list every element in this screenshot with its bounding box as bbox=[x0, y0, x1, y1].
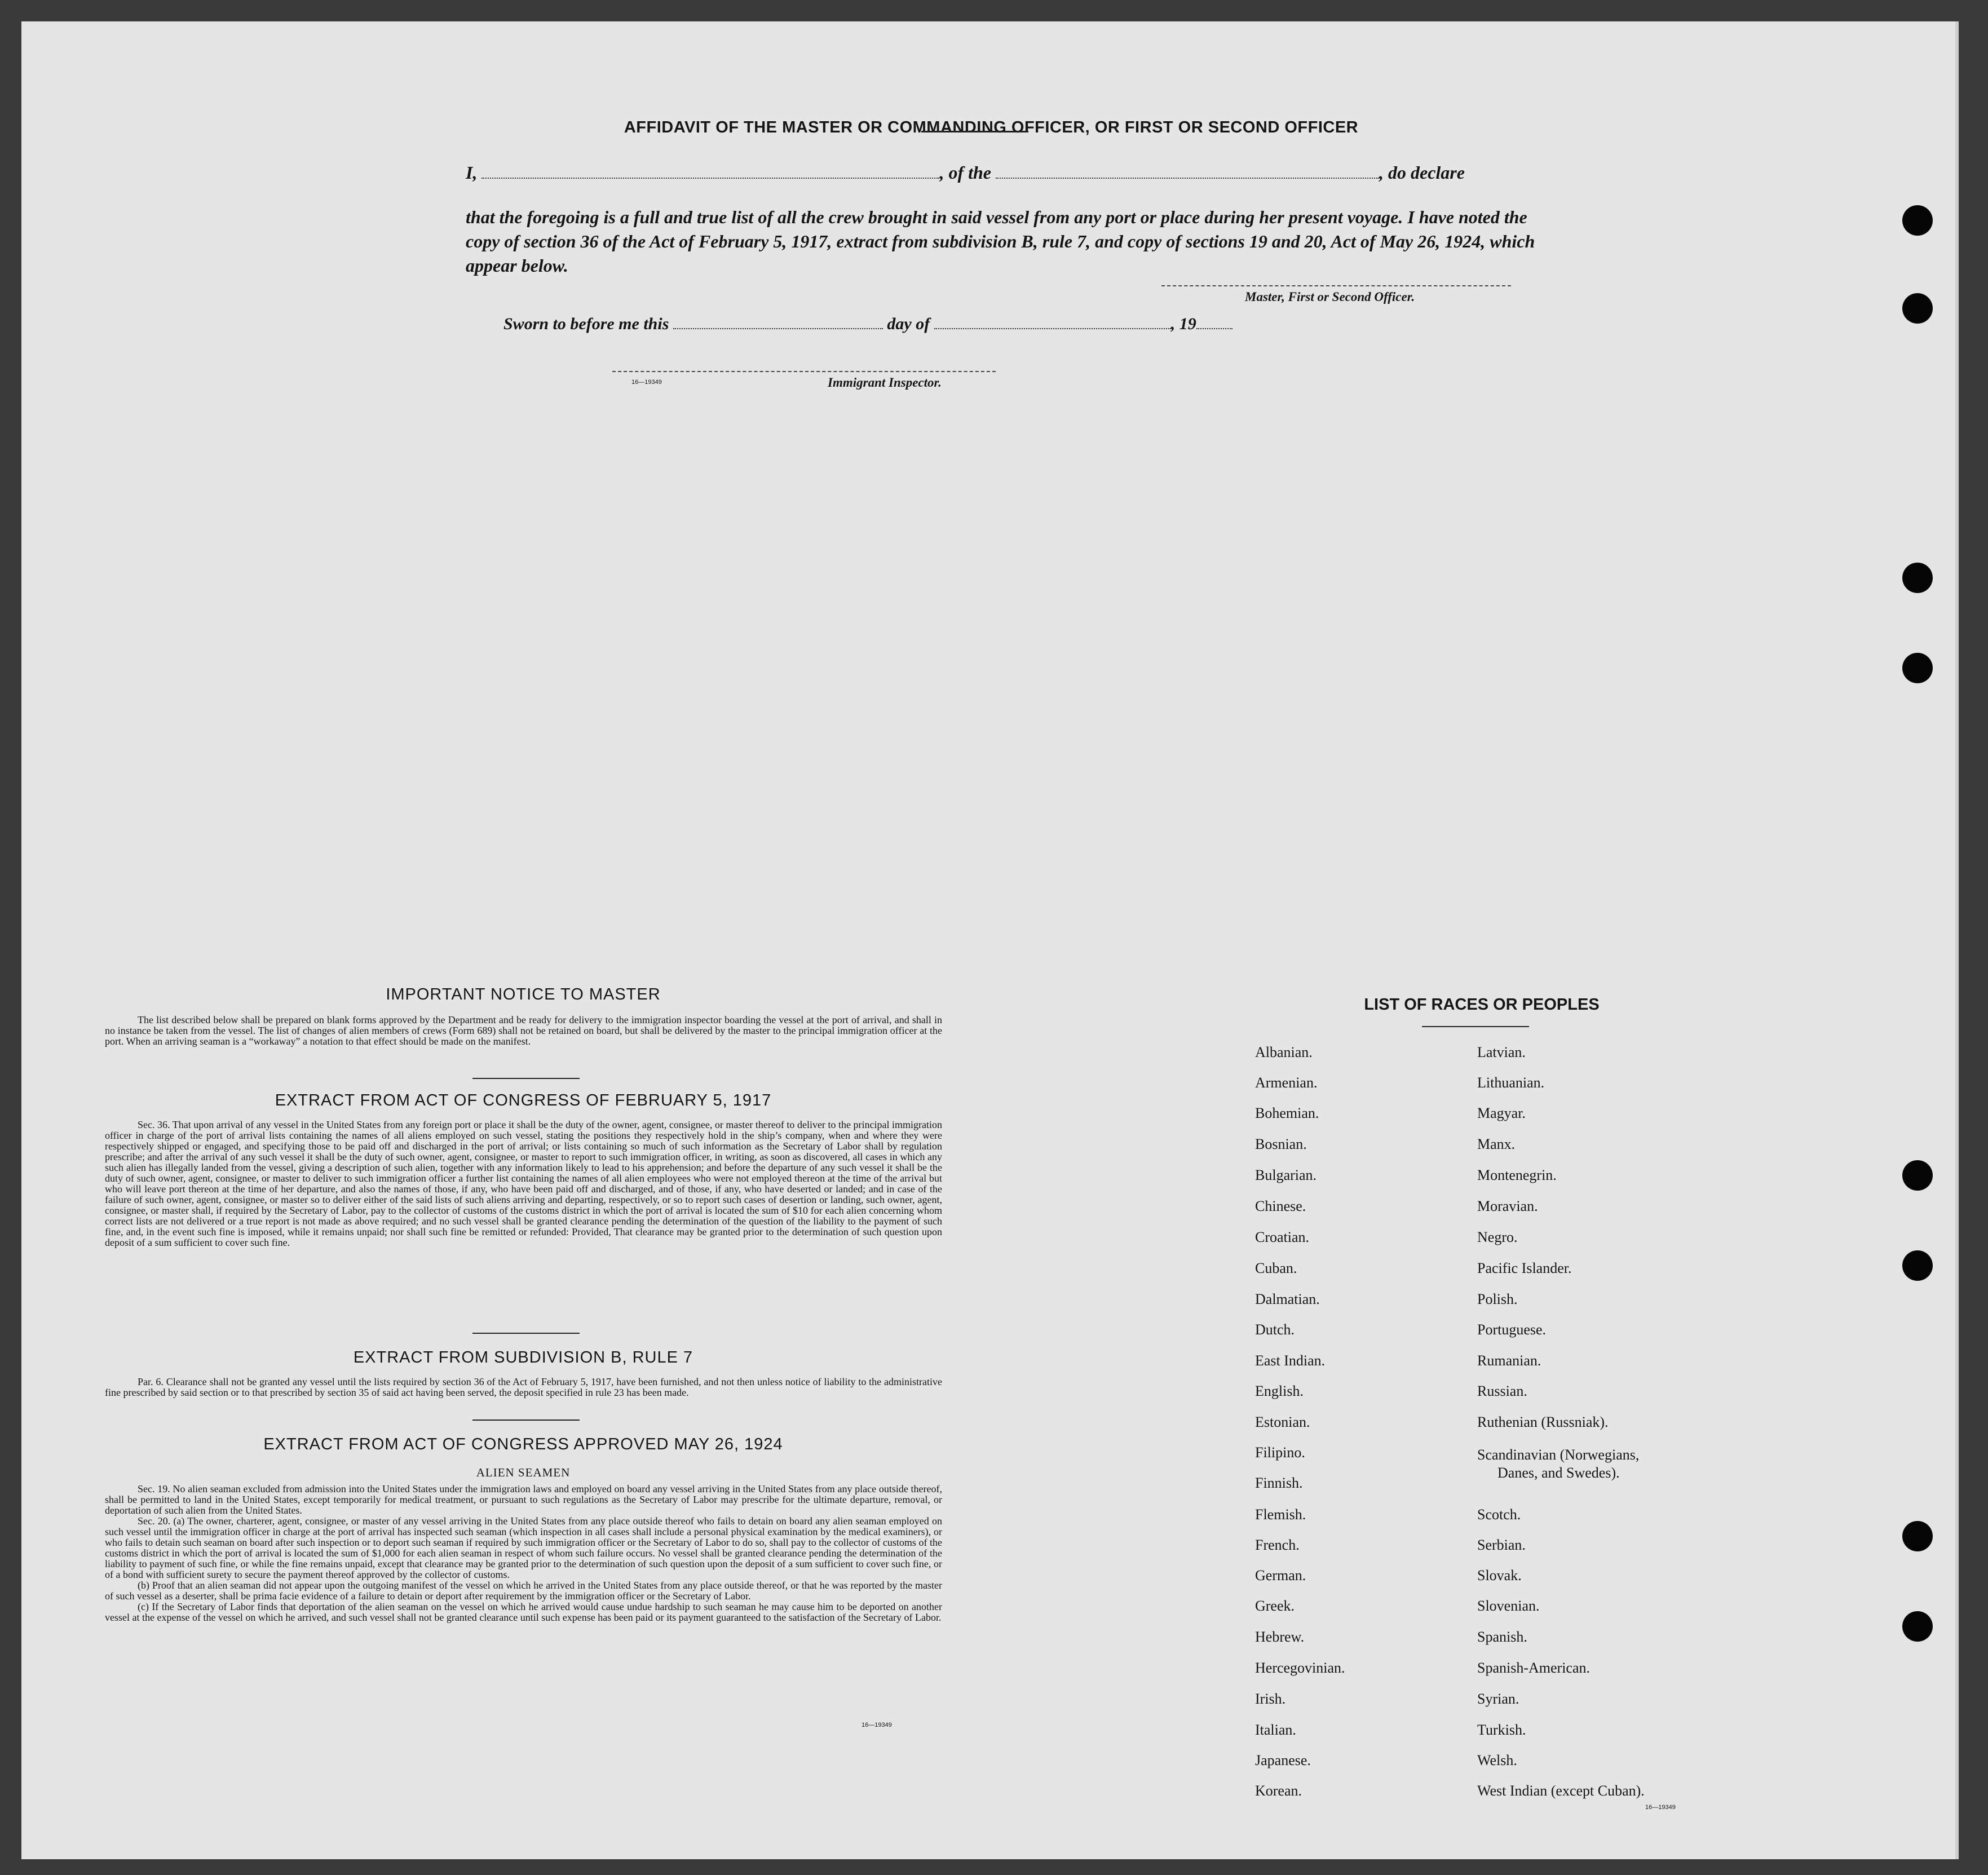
race-item: Syrian. bbox=[1477, 1691, 1519, 1707]
race-item: Croatian. bbox=[1255, 1229, 1310, 1245]
extract-rule7-text: Par. 6. Clearance shall not be granted any vessel until the lists required by section 36 of the Act of February 5, 1917, have been furnished, and not then unless notice of liability to the administrative fine prescribed by said section or to that prescribed by section 35 of said act having been served, the deposit specified in rule 23 has been made. bbox=[105, 1376, 942, 1398]
race-item: Russian. bbox=[1477, 1383, 1527, 1399]
section-19-text: Sec. 19. No alien seaman excluded from admission into the United States under the immigration laws and employed on board any vessel arriving in the United States from any place outside thereof, shall be permitted to land in the United States, except temporarily for medical treatment, or pursuant to such regulations as the Secretary of Labor may prescribe for the ultimate departure, removal, or deportation of such alien from the United States. bbox=[105, 1483, 942, 1516]
race-item: Bulgarian. bbox=[1255, 1167, 1317, 1183]
title-divider bbox=[921, 131, 1028, 132]
sworn-day-label: day of bbox=[887, 315, 930, 333]
race-item: Armenian. bbox=[1255, 1074, 1318, 1091]
race-item: East Indian. bbox=[1255, 1352, 1326, 1369]
races-form-number: 16—19349 bbox=[1645, 1804, 1676, 1811]
declare-label: , do declare bbox=[1379, 162, 1465, 183]
race-item: Spanish-American. bbox=[1477, 1660, 1591, 1676]
declarant-prefix: I, bbox=[466, 162, 478, 183]
punch-hole bbox=[1902, 205, 1933, 236]
races-title: LIST OF RACES OR PEOPLES bbox=[1364, 996, 1600, 1014]
race-item: German. bbox=[1255, 1567, 1306, 1584]
section-20a-text: Sec. 20. (a) The owner, charterer, agent, consignee, or master of any vessel arriving in the United States from any place outside thereof who fails to detain on board any alien seaman employed on such vessel until the immigration officer in charge at the port of arrival has inspected such seaman (which inspection in all cases shall include a personal physical examination by the medical examiners), or who fails to detain such seaman on board after such inspection or to deport such seaman if required by such immigration officer or the Secretary of Labor to do so, shall pay to the collector of customs of the customs district in which the port of arrival is located the sum of $1,000 for each alien seaman in respect of whom such failure occurs. No vessel shall be granted clearance pending the determination of the liability to payment of such fine, or while the fine remains unpaid, except that clearance may be granted prior to the determination of such question upon the deposit of a sum sufficient to cover such fine, or of a bond with sufficient surety to secure the payment thereof approved by the collector of customs. bbox=[105, 1515, 942, 1580]
race-item: Finnish. bbox=[1255, 1475, 1303, 1491]
master-signature-label: Master, First or Second Officer. bbox=[1245, 290, 1415, 304]
punch-hole bbox=[1902, 293, 1933, 324]
race-item: Serbian. bbox=[1477, 1537, 1526, 1553]
race-item: Latvian. bbox=[1477, 1044, 1526, 1060]
section-divider bbox=[472, 1419, 580, 1421]
sworn-year-blank[interactable] bbox=[1196, 315, 1232, 329]
race-item: Ruthenian (Russniak). bbox=[1477, 1414, 1609, 1430]
sworn-line bbox=[503, 315, 1232, 334]
extract-form-number: 16—19349 bbox=[862, 1722, 892, 1728]
race-item: Cuban. bbox=[1255, 1260, 1297, 1276]
race-item: Moravian. bbox=[1477, 1198, 1538, 1214]
races-title-divider bbox=[1422, 1026, 1529, 1027]
race-item: French. bbox=[1255, 1537, 1300, 1553]
race-item: Danes, and Swedes). bbox=[1497, 1465, 1620, 1481]
race-item: Manx. bbox=[1477, 1136, 1516, 1152]
race-item: Montenegrin. bbox=[1477, 1167, 1557, 1183]
race-item: West Indian (except Cuban). bbox=[1477, 1783, 1645, 1799]
section-20b-text: (b) Proof that an alien seaman did not appear upon the outgoing manifest of the vessel on which he arrived in the United States from any place outside thereof, or that he was reported by the master of such vessel as a deserter, shall be prima facie evidence of a failure to detain or deport after requirement by the immigration officer or the Secretary of Labor. bbox=[105, 1580, 942, 1602]
extract-rule7-title: EXTRACT FROM SUBDIVISION B, RULE 7 bbox=[353, 1348, 693, 1367]
race-item: Irish. bbox=[1255, 1691, 1286, 1707]
sworn-prefix: Sworn to before me this bbox=[503, 315, 669, 333]
sworn-month-blank[interactable] bbox=[934, 315, 1171, 329]
extract-1917-text: Sec. 36. That upon arrival of any vessel in the United States from any foreign port or place it shall be the duty of the owner, agent, consignee, or master thereof to deliver to the principal immigration officer in charge of the port of arrival lists containing the names of all aliens employed on such vessel, stating the positions they respectively hold in the ship’s company, when and where they were respectively shipped or engaged, and specifying those to be paid off and discharged in the port of arrival; or lists containing so much of such information as the Secretary of Labor shall by regulation prescribe; and after the arrival of any such vessel it shall be the duty of such owner, agent, consignee, or master to report to such immigration officer, in writing, as soon as discovered, all cases in which any such alien has illegally landed from the vessel, giving a description of such alien, together with any information likely to lead to his apprehension; and before the departure of any such vessel it shall be the duty of such owner, agent, consignee, or master to deliver to such immigration officer a further list containing the names of all alien employees who were not employed thereon at the time of the arrival but who will leave port thereon at the time of her departure, and also the names of those, if any, who have been paid off and discharged, and of those, if any, who have deserted or landed; and in case of the failure of such owner, agent, consignee, or master so to deliver either of the said lists of such aliens arriving and departing, respectively, or so to report such cases of desertion or landing, such owner, agent, consignee, or master shall, if required by the Secretary of Labor, pay to the collector of customs of the customs district in which the port of arrival is located the sum of $10 for each alien concerning whom correct lists are not delivered or a true report is not made as above required; and no such vessel shall be granted clearance pending the determination of the question of the liability to the payment of such fine, and, in the event such fine is imposed, while it remains unpaid; nor shall such fine be remitted or refunded: Provided, That clearance may be granted prior to the determination of such question upon deposit of a sum sufficient to cover such fine. bbox=[105, 1119, 942, 1248]
affidavit-title: AFFIDAVIT OF THE MASTER OR COMMANDING OFFICER, OR FIRST OR SECOND OFFICER bbox=[624, 118, 1359, 136]
inspector-signature-label: Immigrant Inspector. bbox=[828, 375, 942, 390]
punch-hole bbox=[1902, 1611, 1933, 1642]
race-item: Pacific Islander. bbox=[1477, 1260, 1572, 1276]
race-item: English. bbox=[1255, 1383, 1304, 1399]
notice-title: IMPORTANT NOTICE TO MASTER bbox=[386, 985, 661, 1003]
race-item: Korean. bbox=[1255, 1783, 1302, 1799]
affidavit-declaration-line bbox=[466, 162, 1465, 183]
declarant-name-blank[interactable] bbox=[481, 164, 939, 179]
race-item: Magyar. bbox=[1477, 1105, 1526, 1121]
race-item: Greek. bbox=[1255, 1598, 1295, 1614]
race-item: Hercegovinian. bbox=[1255, 1660, 1345, 1676]
affidavit-form-number: 16—19349 bbox=[631, 379, 662, 386]
race-item: Scotch. bbox=[1477, 1506, 1521, 1523]
punch-hole bbox=[1902, 653, 1933, 683]
sworn-day-blank[interactable] bbox=[673, 315, 883, 329]
race-item: Dalmatian. bbox=[1255, 1291, 1320, 1307]
punch-hole bbox=[1902, 563, 1933, 593]
race-item: Japanese. bbox=[1255, 1752, 1311, 1768]
race-item: Italian. bbox=[1255, 1722, 1296, 1738]
of-the-label: , of the bbox=[939, 162, 991, 183]
alien-seamen-subtitle: ALIEN SEAMEN bbox=[476, 1466, 571, 1479]
extract-1917-title: EXTRACT FROM ACT OF CONGRESS OF FEBRUARY 5, 1917 bbox=[275, 1091, 772, 1109]
race-item: Negro. bbox=[1477, 1229, 1518, 1245]
race-item: Lithuanian. bbox=[1477, 1074, 1545, 1091]
sworn-year-label: , 19 bbox=[1170, 315, 1196, 333]
race-item: Estonian. bbox=[1255, 1414, 1310, 1430]
document-page bbox=[21, 21, 1959, 1859]
race-item: Slovak. bbox=[1477, 1567, 1522, 1584]
race-item: Polish. bbox=[1477, 1291, 1518, 1307]
inspector-signature-line[interactable] bbox=[612, 371, 996, 372]
section-divider bbox=[472, 1078, 580, 1079]
race-item: Bohemian. bbox=[1255, 1105, 1319, 1121]
race-item: Bosnian. bbox=[1255, 1136, 1307, 1152]
extract-1924-title: EXTRACT FROM ACT OF CONGRESS APPROVED MAY 26, 1924 bbox=[263, 1435, 783, 1453]
punch-hole bbox=[1902, 1160, 1933, 1191]
race-item: Scandinavian (Norwegians, bbox=[1477, 1447, 1640, 1463]
race-item: Hebrew. bbox=[1255, 1629, 1305, 1645]
race-item: Welsh. bbox=[1477, 1752, 1517, 1768]
race-item: Filipino. bbox=[1255, 1444, 1305, 1461]
punch-hole bbox=[1902, 1250, 1933, 1281]
affidavit-body: that the foregoing is a full and true list of all the crew brought in said vessel from any port or place during her present voyage. I have noted the copy of section 36 of the Act of February 5, 1917, extract from subdivision B, rule 7, and copy of sections 19 and 20, Act of May 26, 1924, which appear below. bbox=[466, 207, 1535, 276]
master-signature-line[interactable] bbox=[1161, 285, 1511, 286]
race-item: Portuguese. bbox=[1477, 1321, 1547, 1338]
race-item: Chinese. bbox=[1255, 1198, 1306, 1214]
race-item: Slovenian. bbox=[1477, 1598, 1540, 1614]
section-divider bbox=[472, 1333, 580, 1334]
punch-hole bbox=[1902, 1521, 1933, 1551]
notice-text: The list described below shall be prepared on blank forms approved by the Department and be ready for delivery to the immigration inspector boarding the vessel at the port of arrival, and shall in no instance be taken from the vessel. The list of changes of alien members of crews (Form 689) shall not be retained on board, but shall be delivered by the master to the principal immigration officer at the port. When an arriving seaman is a “workaway” a notation to that effect should be made on the manifest. bbox=[105, 1014, 942, 1047]
section-20c-text: (c) If the Secretary of Labor finds that deportation of the alien seaman on the vessel on which he arrived would cause undue hardship to such seaman he may cause him to be deported on another vessel at the expense of the vessel on which he arrived, and such vessel shall not be granted clearance until such expense has been paid or its payment guaranteed to the satisfaction of the Secretary of Labor. bbox=[105, 1601, 942, 1623]
race-item: Rumanian. bbox=[1477, 1352, 1541, 1369]
race-item: Albanian. bbox=[1255, 1044, 1313, 1060]
extract-1924-text bbox=[105, 1484, 942, 1623]
race-item: Flemish. bbox=[1255, 1506, 1306, 1523]
race-item: Spanish. bbox=[1477, 1629, 1527, 1645]
race-item: Dutch. bbox=[1255, 1321, 1295, 1338]
race-item: Turkish. bbox=[1477, 1722, 1526, 1738]
vessel-name-blank[interactable] bbox=[996, 164, 1379, 179]
